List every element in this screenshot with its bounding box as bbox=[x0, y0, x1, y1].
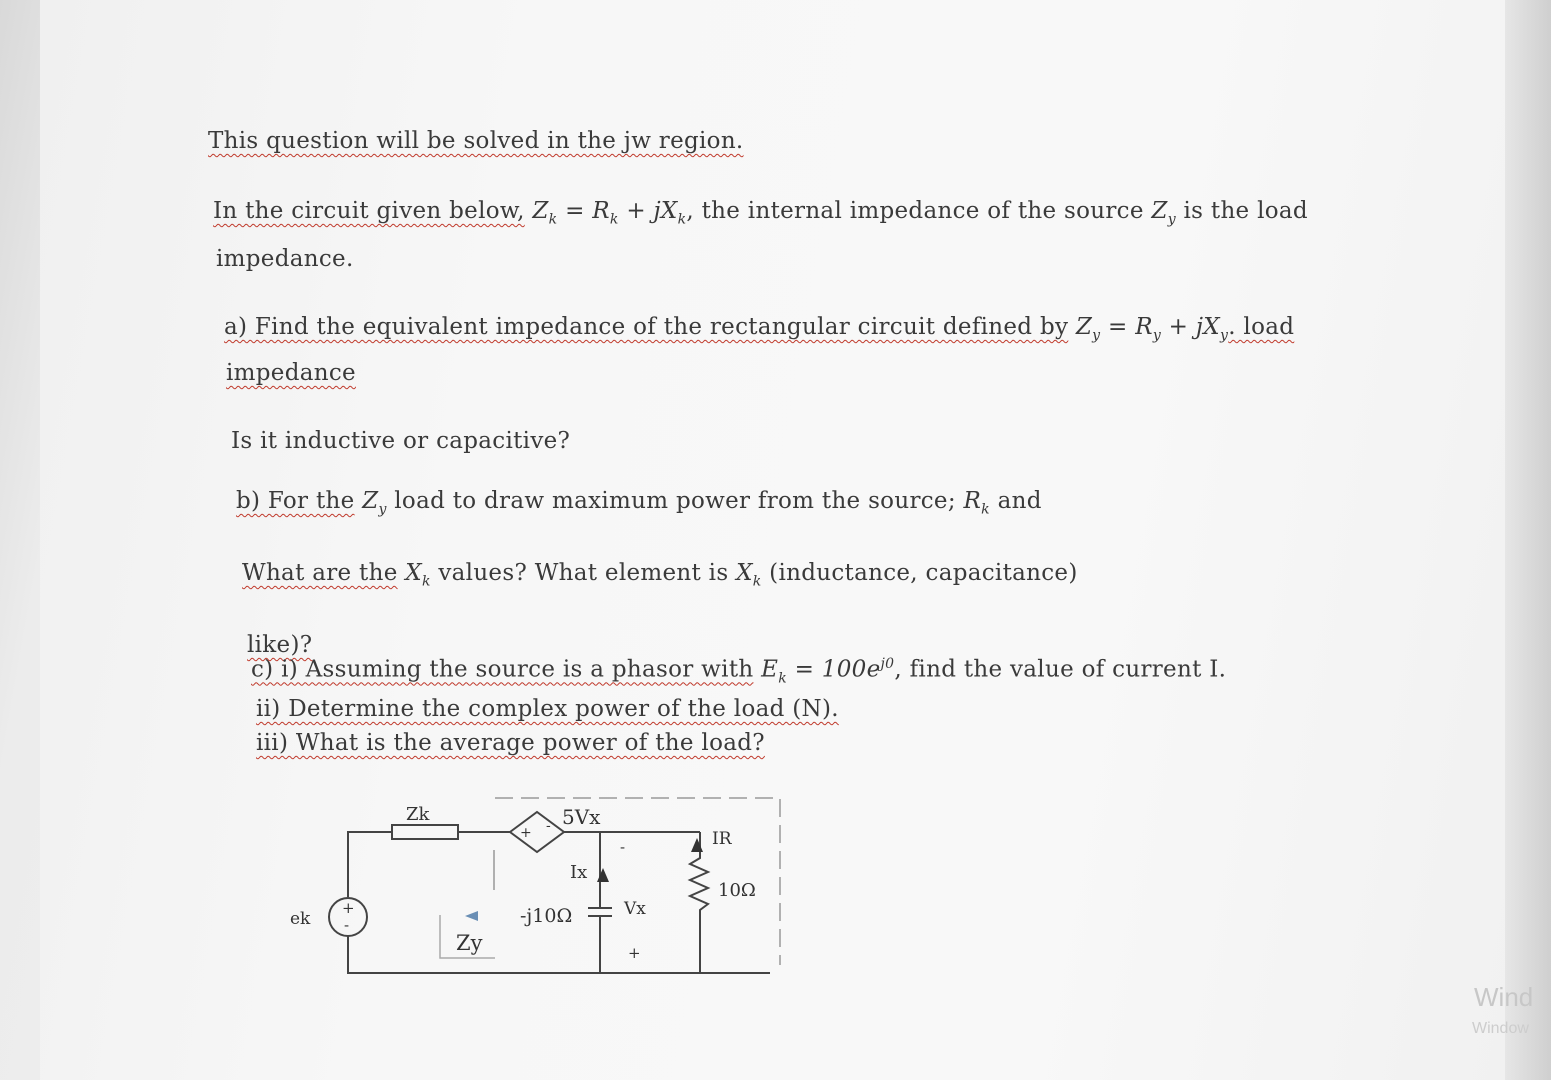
question-c-complex-power: ii) Determine the complex power of the load (N). bbox=[256, 696, 839, 722]
question-b-text-3: and bbox=[997, 488, 1042, 514]
xk-symbol-b2: X bbox=[736, 560, 753, 586]
xk-symbol-b: X bbox=[405, 560, 422, 586]
ek-symbol: E bbox=[761, 656, 779, 683]
dep-source-plus: + bbox=[520, 825, 532, 841]
ix-arrow-icon bbox=[597, 868, 609, 882]
zk-symbol: Z bbox=[532, 198, 549, 224]
ix-label: Ix bbox=[570, 862, 588, 883]
zy-subscript: y bbox=[1167, 211, 1176, 228]
question-a-inductive-line bbox=[231, 428, 570, 454]
xy-symbol: + jX bbox=[1168, 314, 1220, 340]
wire-left-top bbox=[348, 832, 392, 897]
question-c-line-3 bbox=[256, 730, 765, 756]
zy-subscript-b: y bbox=[378, 501, 387, 518]
ek-label: ek bbox=[290, 909, 311, 929]
desc-text-4: impedance. bbox=[216, 246, 354, 272]
rk-symbol: = R bbox=[565, 198, 610, 224]
rk-subscript: k bbox=[609, 211, 619, 228]
windows-activation-subtext: Window bbox=[1472, 1020, 1529, 1037]
zy-symbol-a: Z bbox=[1075, 314, 1093, 340]
xk-symbol: + jX bbox=[626, 198, 678, 224]
question-a-text: a) Find the equivalent impedance of the rectangular circuit defined by bbox=[224, 314, 1069, 340]
xy-subscript: y bbox=[1219, 327, 1229, 344]
ek-plus: + bbox=[342, 899, 355, 917]
zy-symbol-b: Z bbox=[362, 488, 379, 514]
ek-minus: - bbox=[344, 916, 350, 934]
question-b-text-1: b) For the bbox=[236, 488, 355, 514]
desc-text-1: In the circuit given below, bbox=[213, 198, 525, 224]
question-b-line bbox=[236, 488, 1042, 518]
desc-text-3: is the load bbox=[1183, 198, 1308, 224]
question-b-text-6: (inductance, capacitance) bbox=[769, 560, 1078, 586]
question-a-line bbox=[224, 314, 1294, 344]
ir-arrow-icon bbox=[691, 838, 703, 852]
question-c-text-1: c) i) Assuming the source is a phasor with bbox=[251, 656, 754, 683]
desc-text-2: , the internal impedance of the source bbox=[686, 198, 1144, 224]
intro-line bbox=[208, 128, 744, 154]
wire-bottom bbox=[348, 936, 770, 973]
ir-label: IR bbox=[712, 829, 732, 849]
zk-resistor bbox=[392, 825, 458, 839]
dependent-source-icon bbox=[510, 812, 564, 852]
resistor-10-ohm bbox=[690, 832, 708, 973]
question-c-average-power: iii) What is the average power of the load? bbox=[256, 730, 765, 756]
resistor-label: 10Ω bbox=[718, 880, 756, 901]
question-b-line-2 bbox=[242, 560, 1078, 590]
intro-text: This question will be solved in the jw region. bbox=[208, 128, 744, 154]
dep-source-minus: - bbox=[546, 818, 551, 834]
question-b-text-2: load to draw maximum power from the source; bbox=[394, 488, 956, 514]
circuit-description-line bbox=[213, 198, 1308, 228]
vx-plus: + bbox=[628, 944, 641, 962]
ry-symbol: = R bbox=[1108, 314, 1153, 340]
question-b-text-4: What are the bbox=[242, 560, 398, 586]
capacitor-label: -j10Ω bbox=[520, 905, 573, 927]
vx-label: Vx bbox=[624, 899, 646, 919]
zy-label: Zy bbox=[456, 931, 483, 955]
zy-subscript-a: y bbox=[1092, 327, 1101, 344]
phasor-exponent: j0 bbox=[880, 656, 895, 672]
circuit-diagram bbox=[280, 780, 800, 990]
question-c-text-2: , find the value of current I. bbox=[894, 656, 1227, 683]
question-b-text-5: values? What element is bbox=[438, 560, 729, 586]
zy-symbol: Z bbox=[1151, 198, 1168, 224]
question-a-load: . load bbox=[1228, 314, 1295, 340]
xk-subscript-b: k bbox=[421, 573, 431, 590]
ek-subscript: k bbox=[778, 670, 787, 687]
inductive-question-text: Is it inductive or capacitive? bbox=[231, 428, 571, 454]
zk-subscript: k bbox=[548, 211, 558, 228]
xk-subscript-b2: k bbox=[752, 573, 762, 590]
question-a-line-2 bbox=[226, 360, 356, 386]
xk-subscript: k bbox=[677, 211, 687, 228]
question-b-line-3 bbox=[247, 632, 312, 658]
phasor-value: = 100e bbox=[794, 656, 881, 683]
dep-source-label: 5Vx bbox=[562, 805, 601, 829]
rk-subscript-b: k bbox=[981, 501, 990, 518]
vx-minus: - bbox=[620, 838, 626, 856]
zk-label: Zk bbox=[406, 804, 430, 825]
question-c-line bbox=[251, 656, 1226, 686]
ry-subscript: y bbox=[1152, 327, 1162, 344]
screen-edge bbox=[1505, 0, 1551, 1080]
circuit-description-line-2 bbox=[216, 246, 354, 272]
question-a-impedance: impedance bbox=[226, 360, 356, 386]
zy-arrow-icon bbox=[465, 911, 478, 921]
question-c-line-2 bbox=[256, 696, 839, 722]
windows-activation-watermark: Wind bbox=[1474, 982, 1534, 1012]
rk-symbol-b: R bbox=[963, 488, 982, 514]
question-b-like: like)? bbox=[247, 632, 313, 658]
